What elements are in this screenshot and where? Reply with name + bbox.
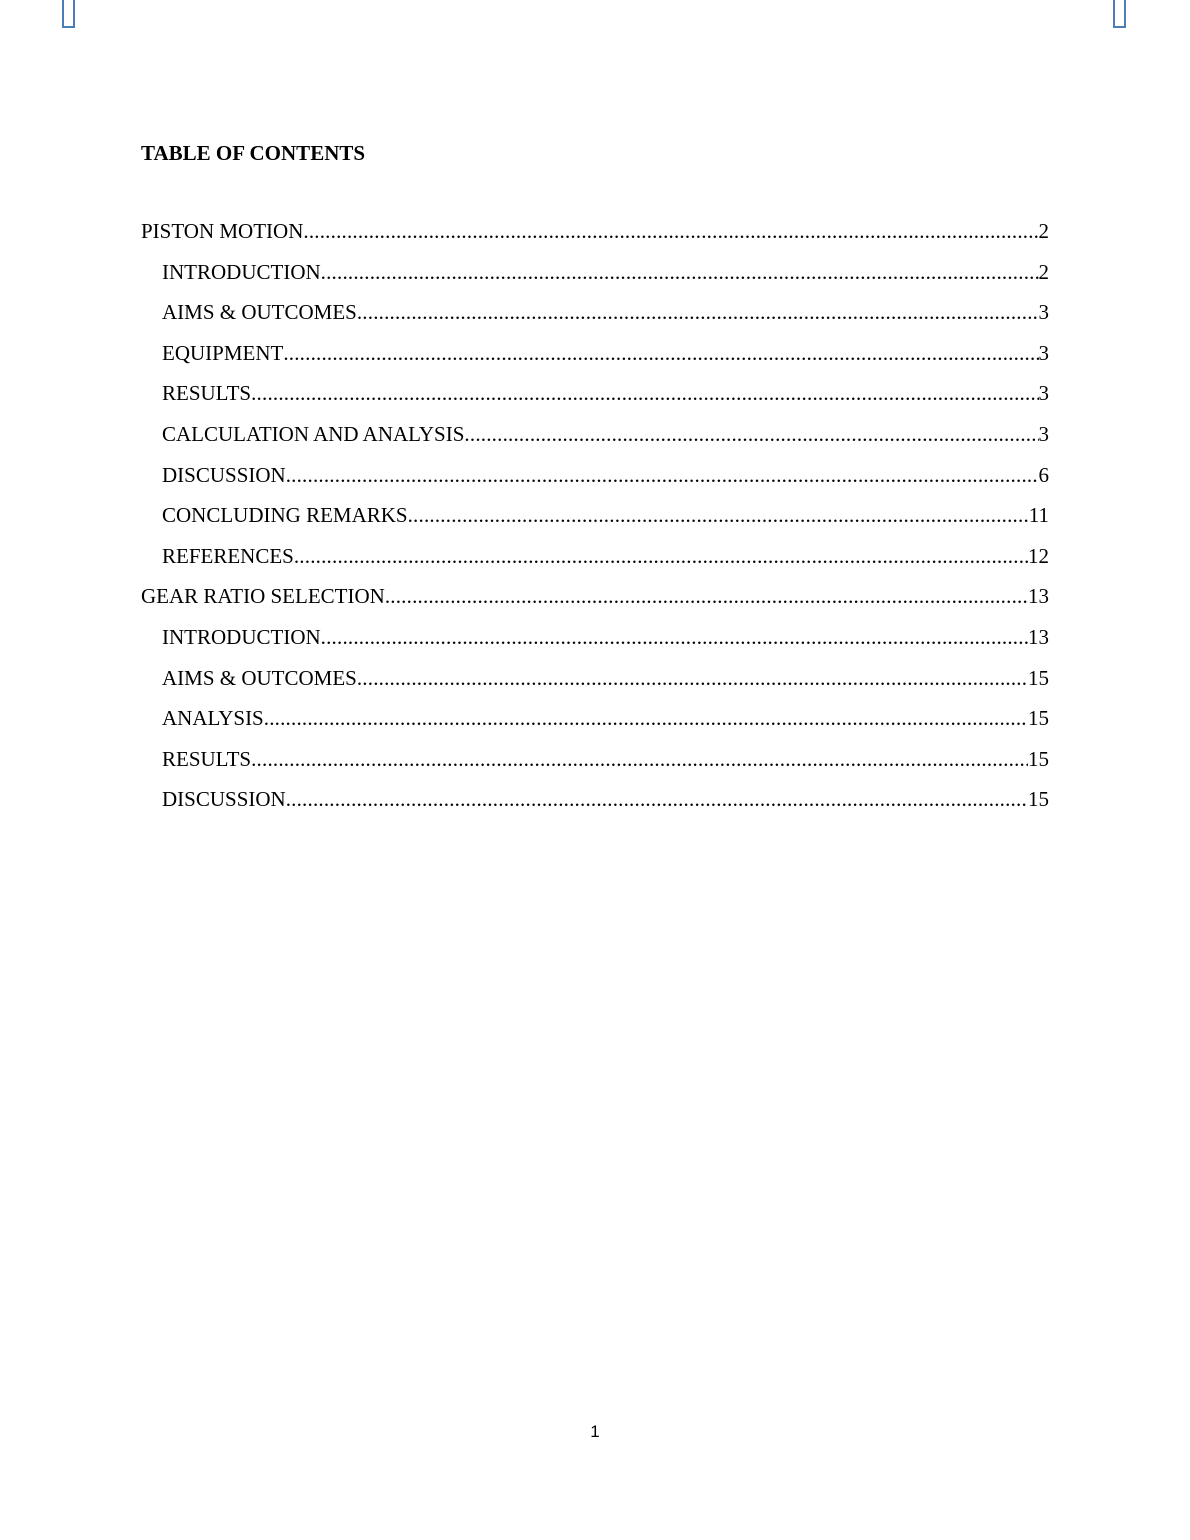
toc-entry-piston-motion[interactable] bbox=[141, 218, 1049, 259]
toc-entry-page: 2 bbox=[1038, 259, 1049, 284]
toc-entry-label: RESULTS bbox=[162, 746, 252, 771]
toc-entry-results[interactable] bbox=[141, 380, 1049, 421]
toc-entry-calculation-analysis[interactable] bbox=[141, 421, 1049, 462]
toc-dot-leader bbox=[464, 421, 1038, 447]
corner-crop-mark-left bbox=[62, 0, 75, 28]
toc-entry-aims-outcomes[interactable] bbox=[141, 299, 1049, 340]
toc-dot-leader bbox=[286, 786, 1028, 812]
toc-entry-gear-ratio-selection[interactable] bbox=[141, 583, 1049, 624]
toc-list bbox=[141, 218, 1049, 827]
toc-dot-leader bbox=[286, 462, 1039, 488]
toc-title: TABLE OF CONTENTS bbox=[141, 141, 366, 165]
toc-entry-page: 11 bbox=[1028, 503, 1049, 528]
toc-dot-leader bbox=[385, 583, 1028, 609]
toc-entry-label: INTRODUCTION bbox=[162, 624, 321, 649]
toc-entry-label: DISCUSSION bbox=[162, 462, 286, 487]
toc-entry-discussion[interactable] bbox=[141, 462, 1049, 503]
toc-entry-page: 3 bbox=[1038, 340, 1049, 365]
toc-entry-page: 2 bbox=[1038, 219, 1049, 243]
toc-entry-page: 13 bbox=[1028, 624, 1049, 649]
toc-dot-leader bbox=[294, 543, 1028, 569]
toc-entry-label: EQUIPMENT bbox=[162, 340, 284, 365]
toc-entry-label: PISTON MOTION bbox=[141, 219, 304, 243]
toc-entry-page: 3 bbox=[1038, 381, 1049, 406]
toc-entry-references[interactable] bbox=[141, 543, 1049, 584]
toc-entry-page: 15 bbox=[1028, 665, 1049, 690]
toc-entry-discussion[interactable] bbox=[141, 786, 1049, 827]
corner-crop-mark-right bbox=[1113, 0, 1126, 28]
toc-entry-label: AIMS & OUTCOMES bbox=[162, 300, 357, 325]
toc-entry-page: 13 bbox=[1028, 584, 1049, 609]
toc-dot-leader bbox=[357, 299, 1039, 325]
toc-dot-leader bbox=[357, 665, 1028, 691]
toc-entry-page: 15 bbox=[1028, 787, 1049, 812]
toc-dot-leader bbox=[303, 218, 1038, 244]
toc-dot-leader bbox=[321, 259, 1039, 285]
toc-dot-leader bbox=[321, 624, 1028, 650]
toc-entry-label: GEAR RATIO SELECTION bbox=[141, 584, 385, 609]
toc-entry-results[interactable] bbox=[141, 746, 1049, 787]
toc-entry-introduction[interactable] bbox=[141, 259, 1049, 300]
toc-entry-page: 12 bbox=[1028, 543, 1049, 568]
toc-entry-equipment[interactable] bbox=[141, 340, 1049, 381]
toc-entry-label: CALCULATION AND ANALYSIS bbox=[162, 421, 465, 446]
page-number: 1 bbox=[590, 1422, 600, 1441]
toc-entry-label: RESULTS bbox=[162, 381, 252, 406]
toc-entry-label: REFERENCES bbox=[162, 543, 294, 568]
toc-entry-label: ANALYSIS bbox=[162, 706, 264, 731]
toc-entry-aims-outcomes[interactable] bbox=[141, 665, 1049, 706]
toc-dot-leader bbox=[408, 502, 1029, 528]
toc-entry-page: 3 bbox=[1038, 421, 1049, 446]
toc-entry-label: INTRODUCTION bbox=[162, 259, 321, 284]
toc-entry-introduction[interactable] bbox=[141, 624, 1049, 665]
toc-entry-label: CONCLUDING REMARKS bbox=[162, 503, 408, 528]
toc-entry-page: 15 bbox=[1028, 706, 1049, 731]
toc-entry-page: 6 bbox=[1038, 462, 1049, 487]
toc-entry-label: DISCUSSION bbox=[162, 787, 286, 812]
toc-entry-page: 3 bbox=[1038, 300, 1049, 325]
toc-entry-page: 15 bbox=[1028, 746, 1049, 771]
toc-entry-concluding-remarks[interactable] bbox=[141, 502, 1049, 543]
toc-dot-leader bbox=[251, 380, 1038, 406]
toc-entry-analysis[interactable] bbox=[141, 705, 1049, 746]
toc-entry-label: AIMS & OUTCOMES bbox=[162, 665, 357, 690]
toc-dot-leader bbox=[251, 746, 1028, 772]
toc-dot-leader bbox=[283, 340, 1038, 366]
toc-dot-leader bbox=[264, 705, 1028, 731]
